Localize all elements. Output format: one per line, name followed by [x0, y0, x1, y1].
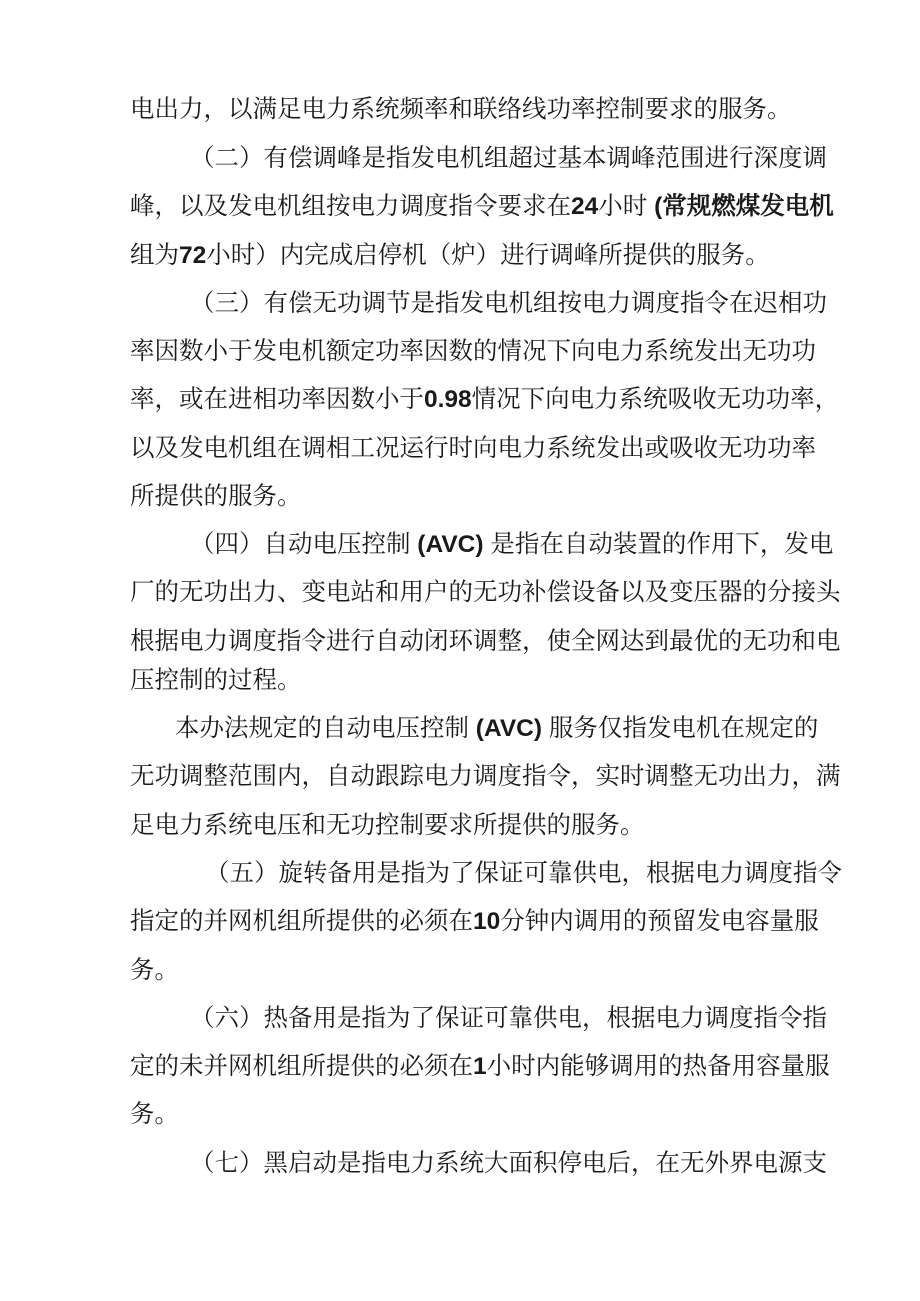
- text-run: 根据电力调度指令进行自动闭环调整，使全网达到最优的无功和电: [130, 626, 841, 655]
- bold-number: 10: [473, 908, 501, 935]
- text-run: 率，或在进相功率因数小于: [130, 384, 424, 413]
- text-run: 所提供的服务。: [130, 481, 302, 510]
- text-run: 务。: [130, 1099, 179, 1128]
- text-run: 小时）内完成启停机（炉）进行调峰所提供的服务。: [206, 240, 770, 269]
- text-run: 小时: [598, 191, 648, 220]
- bold-number: 0.98: [424, 386, 472, 413]
- text-run: 指定的并网机组所提供的必须在: [130, 906, 473, 935]
- bold-number: 1: [473, 1053, 487, 1080]
- text-run: （六）热备用是指为了保证可靠供电，根据电力调度指令指: [190, 1003, 827, 1032]
- text-line: [130, 665, 330, 695]
- text-run: 压控制的过程。: [130, 665, 302, 694]
- text-line: [130, 577, 841, 607]
- text-line: [130, 240, 770, 270]
- text-run: 电出力，以满足电力系统频率和联络线功率控制要求的服务。: [130, 94, 792, 123]
- text-run: 分钟内调用的预留发电容量服: [500, 906, 819, 935]
- bold-number: (AVC): [469, 715, 549, 742]
- text-run: 务。: [130, 955, 179, 984]
- text-run: 率因数小于发电机额定功率因数的情况下向电力系统发出无功功: [130, 336, 816, 365]
- text-run: 情况下向电力系统吸收无功功率，: [471, 384, 840, 413]
- text-line: [130, 906, 819, 936]
- text-run: 是指在自动装置的作用下，发电: [490, 529, 834, 558]
- text-line: [190, 143, 827, 173]
- text-run: 峰，以及发电机组按电力调度指令要求在: [130, 191, 571, 220]
- text-run: 以及发电机组在调相工况运行时向电力系统发出或吸收无功功率: [130, 433, 816, 462]
- text-run: （七）黑启动是指电力系统大面积停电后，在无外界电源支: [190, 1148, 827, 1177]
- bold-number: (AVC): [410, 531, 491, 558]
- text-run: 服务仅指发电机在规定的: [548, 713, 819, 742]
- text-run: 无功调整范围内，自动跟踪电力调度指令，实时调整无功出力，满: [130, 761, 841, 790]
- text-line: [130, 761, 841, 791]
- text-line: [130, 955, 179, 985]
- text-line: [190, 288, 827, 318]
- text-line: [130, 336, 816, 366]
- bold-number: (常规燃煤发电机: [647, 193, 834, 220]
- text-line: [130, 433, 816, 463]
- text-run: 组为: [130, 240, 179, 269]
- text-run: 本办法规定的自动电压控制: [175, 713, 469, 742]
- text-line: [130, 384, 840, 414]
- text-run: 厂的无功出力、变电站和用户的无功补偿设备以及变压器的分接头: [130, 577, 841, 606]
- text-line: [130, 94, 792, 124]
- text-run: （三）有偿无功调节是指发电机组按电力调度指令在迟相功: [190, 288, 827, 317]
- text-line: [175, 713, 819, 743]
- text-line: [205, 858, 842, 888]
- text-line: [130, 810, 645, 840]
- text-line: [130, 191, 834, 221]
- bold-number: 24: [571, 193, 599, 220]
- text-line: [130, 626, 841, 656]
- text-line: [130, 1051, 830, 1081]
- text-line: [130, 481, 350, 511]
- text-run: （四）自动电压控制: [190, 529, 411, 558]
- text-run: （二）有偿调峰是指发电机组超过基本调峰范围进行深度调: [190, 143, 827, 172]
- text-run: 小时内能够调用的热备用容量服: [486, 1051, 830, 1080]
- text-line: [190, 1148, 827, 1178]
- text-run: 定的未并网机组所提供的必须在: [130, 1051, 473, 1080]
- bold-number: 72: [179, 242, 207, 269]
- text-line: [130, 1099, 179, 1129]
- text-line: [190, 1003, 827, 1033]
- text-run: （五）旋转备用是指为了保证可靠供电，根据电力调度指令: [205, 858, 842, 887]
- text-run: 足电力系统电压和无功控制要求所提供的服务。: [130, 810, 645, 839]
- text-line: [190, 529, 834, 559]
